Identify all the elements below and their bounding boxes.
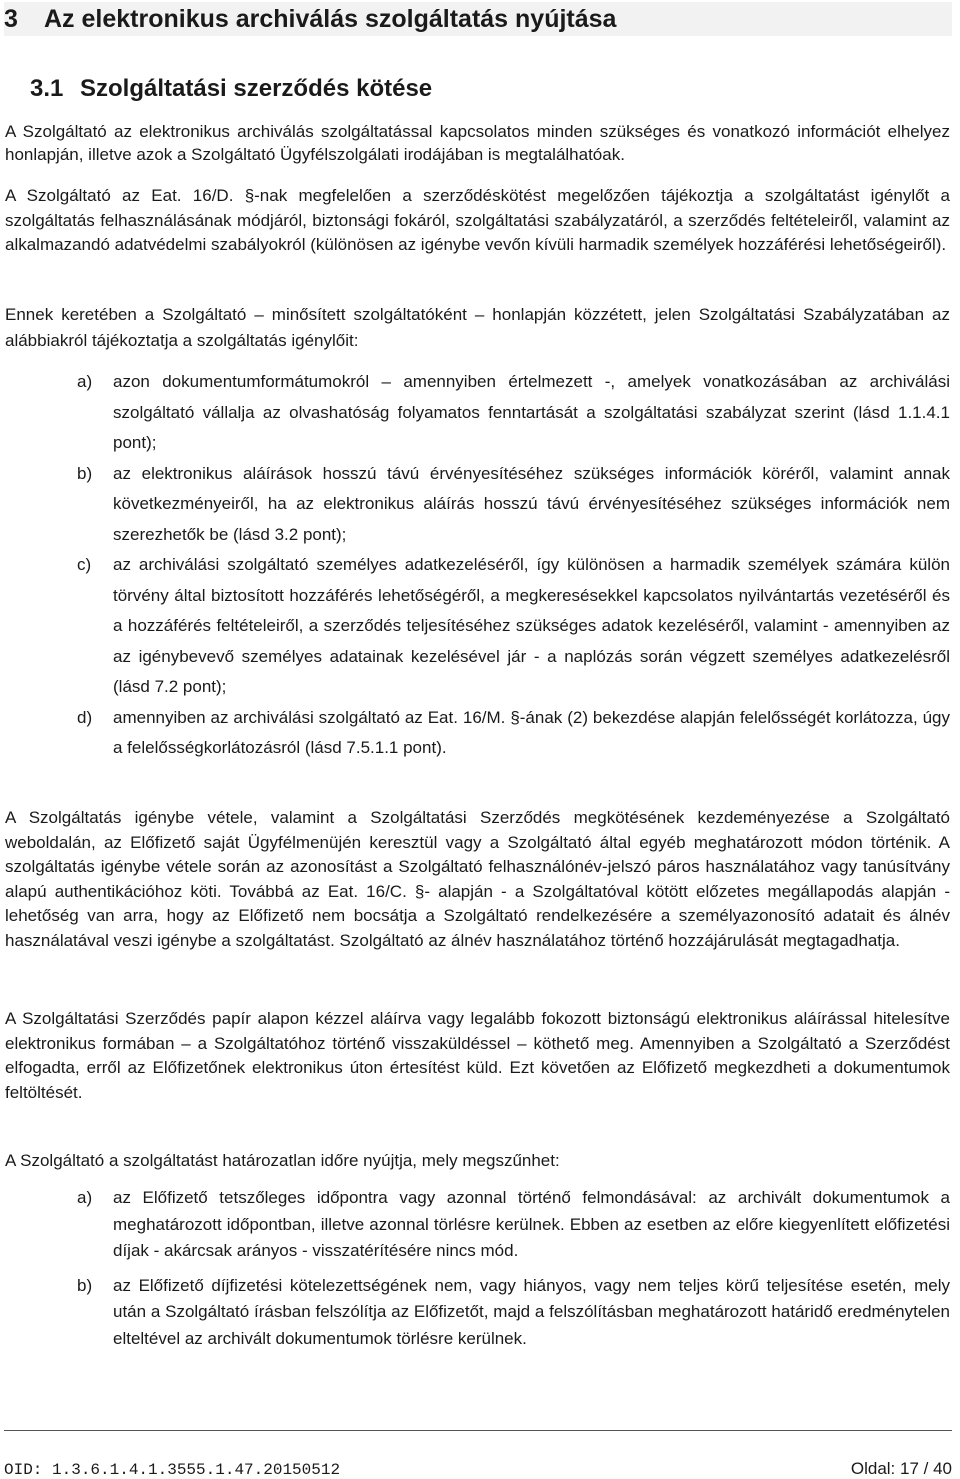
list-item-text: az Előfizető díjfizetési kötelezettségének nem, vagy hiányos, vagy nem teljes körű teljesítése esetén, mely után a Szolgáltató írásban felszólítja az Előfizetőt, majd a felszólításban meghatározott határidő eredménytelen elteltével az archivált dokumentumok törlésre kerülnek. — [113, 1275, 950, 1348]
list-item — [0, 550, 950, 703]
list-item-label: a) — [77, 1188, 93, 1207]
list-item-text: amennyiben az archiválási szolgáltató az Eat. 16/M. §-ának (2) bekezdése alapján felelősségét korlátozza, úgy a felelősségkorlátozásról (lásd 7.5.1.1 pont). — [113, 707, 950, 757]
footer-oid: OID: 1.3.6.1.4.1.3555.1.47.20150512 — [4, 1461, 341, 1479]
list-item-label: b) — [77, 463, 93, 483]
footer-page-number: Oldal: 17 / 40 — [850, 1459, 952, 1478]
list-item-text: az Előfizető tetszőleges időpontra vagy azonnal történő felmondásával: az archivált dokumentumok a meghatározott időpontban, illetve azonnal törlésre kerülnek. Ebben az esetben az előre kiegyenlített előfizetési díjak - akárcsak arányos - visszatérítésére nincs mód. — [113, 1188, 950, 1260]
info-list — [0, 367, 950, 764]
list-item-label: b) — [77, 1275, 93, 1295]
heading-level-2 — [30, 74, 432, 104]
list-item — [0, 703, 950, 764]
list-item — [0, 459, 950, 551]
heading-1-title: Az elektronikus archiválás szolgáltatás nyújtása — [44, 5, 617, 33]
paragraph-6: A Szolgáltató a szolgáltatást határozatlan időre nyújtja, mely megszűnhet: — [5, 1151, 560, 1170]
list-item-text: az elektronikus aláírások hosszú távú érvényesítéséhez szükséges információk köréről, valamint annak következményeiről, ha az elektronikus aláírás hosszú távú érvényesítéséhez szükséges információk nem szerezhetők be (lásd 3.2 pont); — [113, 463, 950, 544]
paragraph-3: Ennek keretében a Szolgáltató – minősített szolgáltatóként – honlapján közzétett, jelen Szolgáltatási Szabályzatában az alábbiakról tájékoztatja a szolgáltatás igénylőit: — [5, 305, 950, 350]
list-item — [0, 367, 950, 459]
heading-2-number: 3.1 — [30, 75, 64, 102]
list-item — [0, 1273, 950, 1353]
heading-2-title: Szolgáltatási szerződés kötése — [80, 75, 433, 102]
paragraph-2: A Szolgáltató az Eat. 16/D. §-nak megfelelően a szerződéskötést megelőzően tájékoztja a szolgáltatást igénylőt a szolgáltatás felhasználásának módjáról, biztonsági fokáról, szolgáltatási szabályzatáról, a szerződés feltételeiről, valamint az alkalmazandó adatvédelmi szabályokról (különösen az igénybe vevőn kívüli harmadik személyek hozzáférési lehetőségeiről). — [5, 186, 950, 254]
list-item-label: a) — [77, 372, 93, 391]
list-item-text: azon dokumentumformátumokról – amennyiben értelmezett -, amelyek vonatkozásában az archiválási szolgáltató vállalja az olvashatóság folyamatos fenntartását a szolgáltatási szabályzat szerint (lásd 1.1.4.1 pont); — [113, 372, 950, 452]
paragraph-1: A Szolgáltató az elektronikus archiválás szolgáltatással kapcsolatos minden szükséges és vonatkozó információt elhelyez honlapján, illetve azok a Szolgáltató Ügyfélszolgálati irodájában is megtalálhatóak. — [5, 122, 950, 164]
list-item — [0, 1185, 950, 1265]
paragraph-5: A Szolgáltatási Szerződés papír alapon kézzel aláírva vagy legalább fokozott biztonságú elektronikus aláírással hitelesítve elektronikus formában – a Szolgáltatóhoz történő visszaküldéssel – köthető meg. Amennyiben a Szolgáltató a Szerződést elfogadta, erről az Előfizetőnek elektronikus úton értesítést küld. Ezt követően az Előfizető megkezdheti a dokumentumok feltöltését. — [5, 1009, 950, 1102]
heading-1-number: 3 — [4, 5, 18, 33]
list-item-text: az archiválási szolgáltató személyes adatkezeléséről, így különösen a harmadik személyek számára külön törvény által biztosított hozzáférés lehetőségéről, a megkeresésekkel kapcsolatos nyilvántartás vezetéséről és a hozzáférés feltételeiről, a szerződés teljesítéséhez szükséges adatok kezeléséről, valamint - amennyiben az az igénybevevő személyes adatainak kezelésével jár - a naplózás során végzett személyes adatkezelésről (lásd 7.2 pont); — [113, 555, 950, 696]
footer-divider — [4, 1430, 952, 1431]
termination-list — [0, 1185, 950, 1360]
list-item-label: d) — [77, 707, 93, 727]
paragraph-4: A Szolgáltatás igénybe vétele, valamint a Szolgáltatási Szerződés megkötésének kezdeményezése a Szolgáltató weboldalán, az Előfizető saját Ügyfélmenüjén keresztül vagy a Szolgáltató által egyéb meghatározott módon történik. A szolgáltatás igénybe vétele során az azonosítást a Szolgáltató felhasználónév-jelszó páros használatához vagy tanúsítvány alapú authentikációhoz köti. Továbbá az Eat. 16/C. §- alapján - a Szolgáltatóval kötött előzetes megállapodás alapján - lehetőség van arra, hogy az Előfizető nem bocsátja a Szolgáltató rendelkezésére a személyazonosító adatait és álnév használatával veszi igénybe a szolgáltatást. Szolgáltató az álnév használatához történő hozzájárulását megtagadhatja. — [5, 808, 950, 950]
list-item-label: c) — [77, 555, 92, 574]
heading-level-1 — [4, 2, 952, 36]
